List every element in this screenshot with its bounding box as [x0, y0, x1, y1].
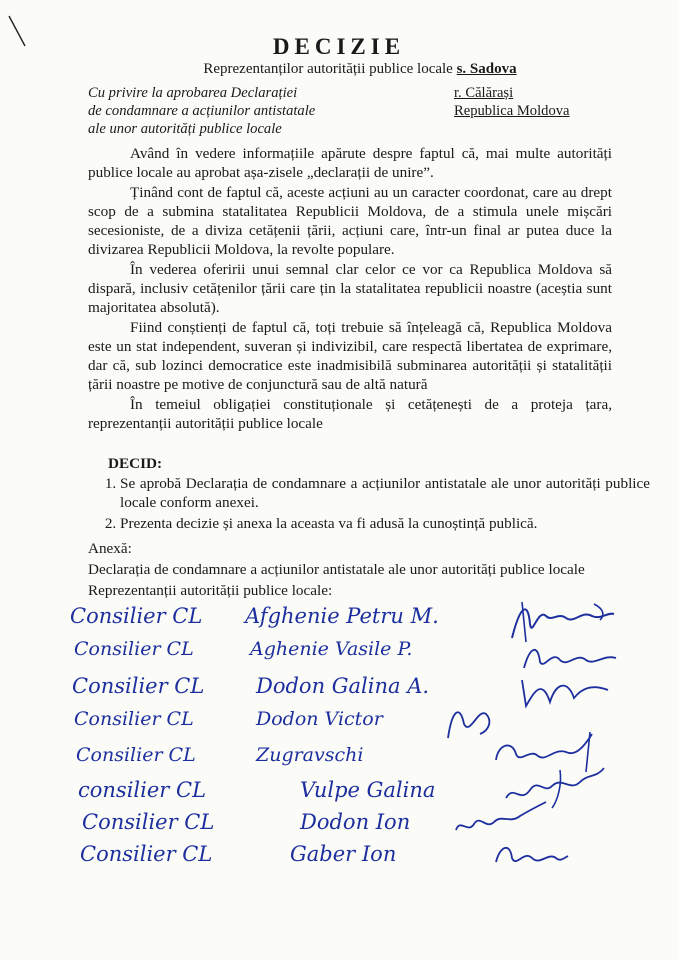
signer-name: Gaber Ion	[290, 842, 397, 866]
signer-name: Dodon Victor	[256, 708, 383, 730]
subtitle-place: s. Sadova	[456, 61, 517, 77]
document-body	[88, 144, 612, 434]
signer-role: Consilier CL	[70, 604, 203, 628]
signer-role: Consilier CL	[74, 638, 194, 660]
signature-row	[60, 638, 660, 674]
place-line: r. Călărași	[454, 85, 514, 101]
representatives-label: Reprezentanții autorității publice locale:	[88, 582, 333, 599]
signer-role: Consilier CL	[76, 744, 196, 766]
signer-role: Consilier CL	[72, 674, 205, 698]
signature-row	[60, 810, 660, 846]
signature-row	[60, 778, 660, 814]
signer-role: Consilier CL	[82, 810, 215, 834]
signer-role: Consilier CL	[80, 842, 213, 866]
document-subtitle	[140, 61, 580, 78]
signature-row	[60, 674, 660, 710]
signer-name: Aghenie Vasile P.	[250, 638, 413, 660]
signer-name: Afghenie Petru M.	[245, 604, 439, 628]
handwritten-signature	[516, 672, 616, 712]
handwritten-signature	[520, 640, 620, 674]
body-paragraph: În temeiul obligației constituționale și cetățenești de a proteja țara, reprezentanții autorității publice locale	[88, 396, 612, 432]
decision-item: 2. Prezenta decizie și anexa la aceasta va fi adusă la cunoștință publică.	[120, 514, 650, 533]
decision-item: 1. Se aprobă Declarația de condamnare a acțiunilor antistatale ale unor autorități publice locale conform anexei.	[120, 474, 650, 512]
annex-label: Anexă:	[88, 540, 132, 557]
subject-line: Cu privire la aprobarea Declarației	[88, 85, 298, 101]
signature-row	[60, 604, 660, 640]
body-paragraph: Având în vedere informațiile apărute despre faptul că, mai multe autorități publice locale au aprobat așa-zisele „declarații de unire”.	[88, 145, 612, 181]
place-line: Republica Moldova	[454, 103, 570, 119]
signer-role: consilier CL	[78, 778, 207, 802]
subtitle-prefix: Reprezentanților autorității publice locale	[203, 61, 453, 77]
decision-list	[88, 474, 650, 535]
handwritten-signature	[490, 836, 570, 872]
document-title: DECIZIE	[272, 34, 406, 59]
signer-name: Zugravschi	[256, 744, 364, 766]
body-paragraph: În vederea oferirii unui semnal clar celor ce vor ca Republica Moldova să dispară, inclusiv cetățenilor țării care țin la statalitatea republicii noastre (aceștia sunt majoritatea absolută).	[88, 261, 612, 316]
annex-block	[88, 538, 628, 601]
body-paragraph: Ținând cont de faptul că, aceste acțiuni au un caracter coordonat, care au drept scop de a submina statalitatea Republicii Moldova, de a stimula unele mișcări secesioniste, de a diviza cetățenii țării, acțiuni care, într-un final ar putea duce la divizarea Republicii Moldova, la revolte populare.	[88, 184, 612, 258]
annex-text: Declarația de condamnare a acțiunilor antistatale ale unor autorități publice locale	[88, 561, 585, 578]
subject-line: de condamnare a acțiunilor antistatale	[88, 103, 316, 119]
decid-heading: DECID:	[108, 455, 163, 472]
signature-row	[60, 842, 660, 878]
signer-role: Consilier CL	[74, 708, 194, 730]
signer-name: Dodon Ion	[300, 810, 411, 834]
subject-block	[88, 84, 388, 138]
signer-name: Vulpe Galina	[300, 778, 436, 802]
body-paragraph: Fiind conștienți de faptul că, toți trebuie să înțeleagă că, Republica Moldova este un stat independent, suveran și indivizibil, care respectă libertatea de exprimare, dar că, sub lozinci democratice este inadmisibilă subminarea autorității și statalității țării noastre pe motive de conjunctură sau de altă natură	[88, 319, 612, 393]
signer-name: Dodon Galina A.	[256, 674, 430, 698]
subject-line: ale unor autorități publice locale	[88, 121, 282, 137]
place-block	[454, 84, 634, 120]
